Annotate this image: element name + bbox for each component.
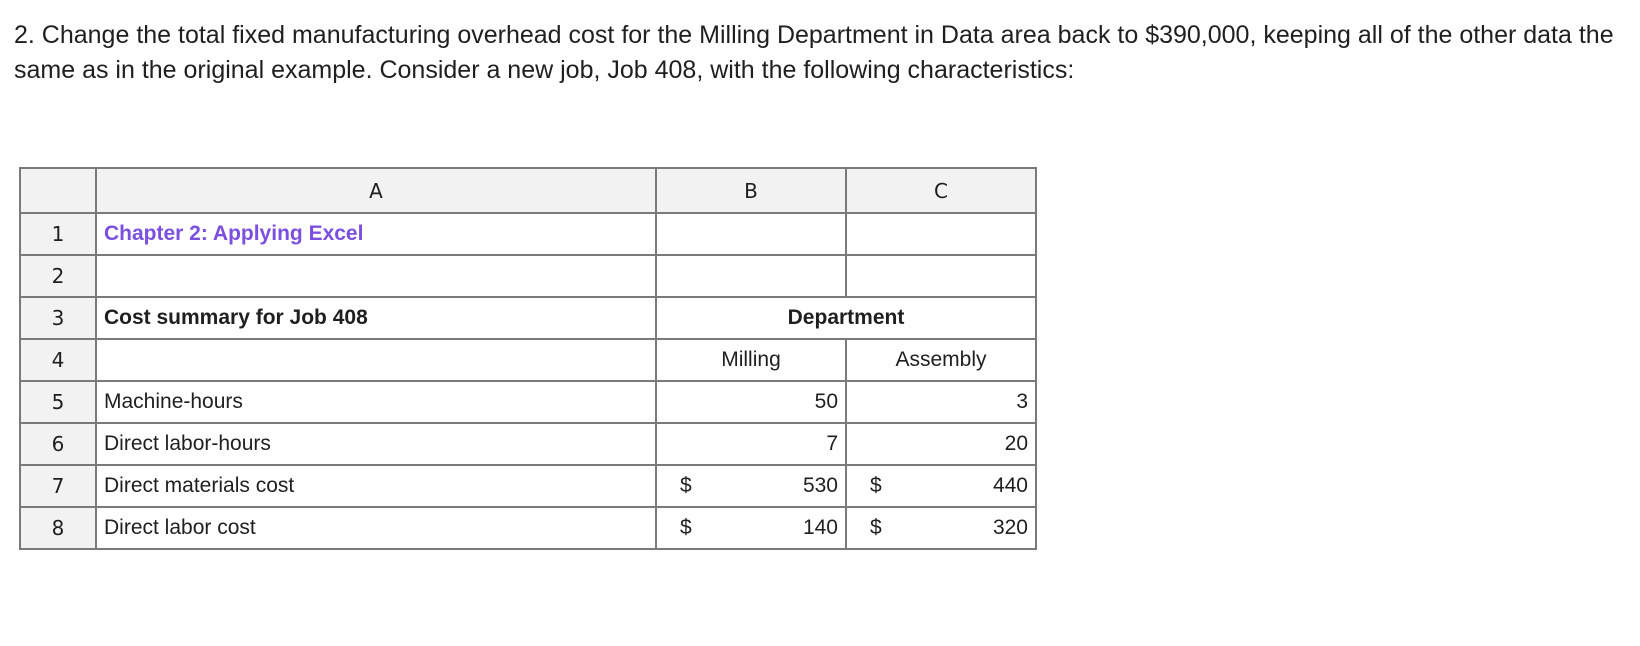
currency-symbol: $ xyxy=(870,474,882,497)
cell-a6[interactable]: Direct labor-hours xyxy=(96,423,656,465)
cell-c1[interactable] xyxy=(846,213,1036,255)
cell-b4[interactable]: Milling xyxy=(656,339,846,381)
row-header[interactable]: 2 xyxy=(20,255,96,297)
table-row xyxy=(20,381,1036,423)
row-header[interactable]: 1 xyxy=(20,213,96,255)
cell-a8[interactable]: Direct labor cost xyxy=(96,507,656,549)
table-row xyxy=(20,465,1036,507)
cell-a2[interactable] xyxy=(96,255,656,297)
cell-b2[interactable] xyxy=(656,255,846,297)
table-row xyxy=(20,339,1036,381)
cell-a3[interactable]: Cost summary for Job 408 xyxy=(96,297,656,339)
currency-symbol: $ xyxy=(680,474,692,497)
column-header-a[interactable]: A xyxy=(96,168,656,213)
table-row xyxy=(20,213,1036,255)
table-row xyxy=(20,423,1036,465)
cell-b7[interactable] xyxy=(656,465,846,507)
cell-b1[interactable] xyxy=(656,213,846,255)
cell-c8[interactable] xyxy=(846,507,1036,549)
column-header-c[interactable]: C xyxy=(846,168,1036,213)
cell-b5[interactable]: 50 xyxy=(656,381,846,423)
cell-c4[interactable]: Assembly xyxy=(846,339,1036,381)
cell-a5[interactable]: Machine-hours xyxy=(96,381,656,423)
cell-a1[interactable]: Chapter 2: Applying Excel xyxy=(96,213,656,255)
question-text: 2. Change the total fixed manufacturing overhead cost for the Milling Department in Data area back to $390,000, keeping all of the other data the same as in the original example. Consider a new job, Job 408, with the following characteristics: xyxy=(14,21,1614,84)
row-header[interactable]: 7 xyxy=(20,465,96,507)
cell-b8[interactable] xyxy=(656,507,846,549)
column-header-b[interactable]: B xyxy=(656,168,846,213)
row-header[interactable]: 8 xyxy=(20,507,96,549)
cell-value: 440 xyxy=(992,474,1028,497)
cell-b6[interactable]: 7 xyxy=(656,423,846,465)
row-header[interactable]: 3 xyxy=(20,297,96,339)
cell-c2[interactable] xyxy=(846,255,1036,297)
cell-value: 320 xyxy=(992,516,1028,539)
table-row xyxy=(20,507,1036,549)
cell-a4[interactable] xyxy=(96,339,656,381)
column-header-row xyxy=(20,168,1036,213)
cell-value: 140 xyxy=(802,516,838,539)
cell-value: 530 xyxy=(802,474,838,497)
row-header[interactable]: 6 xyxy=(20,423,96,465)
corner-cell[interactable] xyxy=(20,168,96,213)
cell-c6[interactable]: 20 xyxy=(846,423,1036,465)
spreadsheet xyxy=(19,167,1037,550)
cell-a7[interactable]: Direct materials cost xyxy=(96,465,656,507)
cell-b3-department[interactable]: Department xyxy=(656,297,1036,339)
currency-symbol: $ xyxy=(680,516,692,539)
table-row xyxy=(20,297,1036,339)
cell-c7[interactable] xyxy=(846,465,1036,507)
row-header[interactable]: 5 xyxy=(20,381,96,423)
currency-symbol: $ xyxy=(870,516,882,539)
table-row xyxy=(20,255,1036,297)
row-header[interactable]: 4 xyxy=(20,339,96,381)
cell-c5[interactable]: 3 xyxy=(846,381,1036,423)
